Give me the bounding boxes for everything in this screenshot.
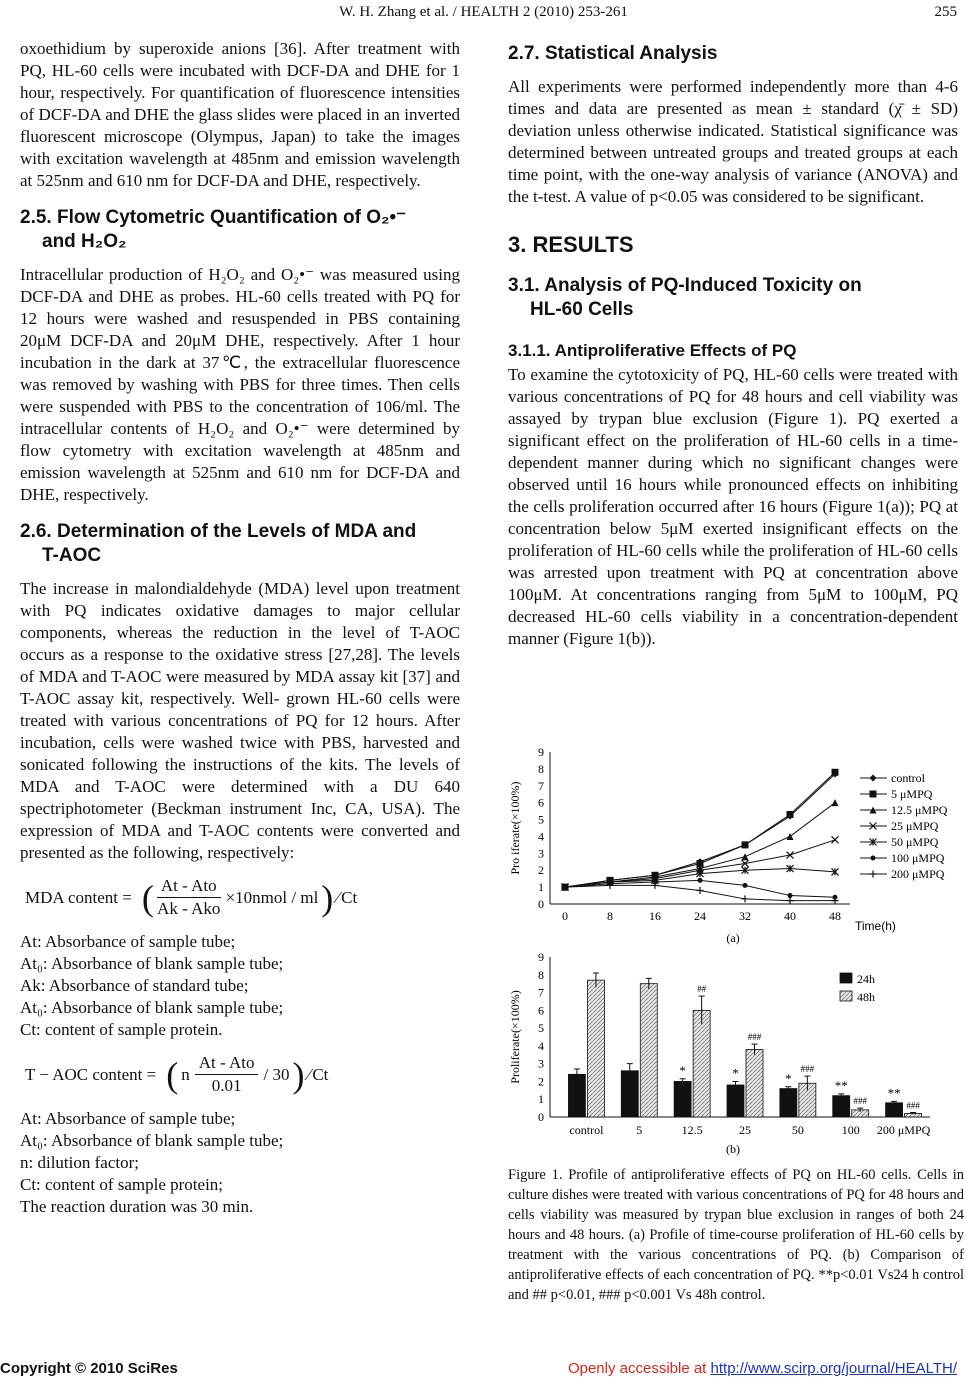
y-tick-label: 2 [538,863,544,878]
significance-mark: ** [887,1085,901,1101]
paragraph: The increase in malondialdehyde (MDA) level upon treatment with PQ indicates oxidative damages to major cellular components, whereas the reduction in the level of T-AOC occurs as a response to the oxidative stress [27,28]. The levels of MDA and T-AOC were measured by MDA assay kit [37] and T-AOC assay kit, respectively. Well- grown HL-60 cells were treated with various concentrations of PQ for 12 hours. After incubation, cells were washed twice with PBS, harvested and sonicated following the instructions of the kits. The levels of MDA and T-AOC were determined with a DU 640 spectriphotometer (Beckman instrument Inc, CA, USA). The expression of MDA and T-AOC contents were converted and presented as the following, respectively: [20,579,460,862]
point-marker [742,895,749,902]
y-tick-label: 8 [538,761,544,776]
y-tick-label: 7 [538,985,544,1000]
panel-label: (b) [726,1142,740,1156]
point-marker [870,791,877,798]
y-tick-label: 9 [538,950,544,964]
eq-denominator: Ak - Ako [157,899,221,918]
bar [587,980,604,1117]
x-tick-label: 8 [607,909,613,923]
legend-label: 100 μMPQ [891,851,945,865]
eq-lhs: T − AOC content = [25,1064,157,1084]
y-tick-label: 1 [538,880,544,895]
definition: At₀: Absorbance of blank sample tube; [20,998,284,1017]
definition: n: dilution factor; [20,1153,139,1172]
right-column [508,38,958,650]
point-marker [742,853,749,860]
x-tick-label: 12.5 [681,1123,703,1137]
definitions-taoc [20,1108,460,1218]
x-tick-label: 100 [841,1123,860,1137]
bar [693,1010,710,1117]
legend-swatch [840,973,852,983]
bar [674,1081,691,1117]
y-tick-label: 5 [538,1021,544,1036]
significance-mark: ### [800,1064,815,1075]
significance-mark: ## [697,984,707,995]
paren-close: ) [321,877,334,918]
bar [833,1096,850,1117]
section-heading-2-5 [20,206,460,254]
definition: The reaction duration was 30 min. [20,1197,254,1216]
page-number: 255 [934,4,957,20]
paragraph: oxoethidium by superoxide anions [36]. After treatment with PQ, HL-60 cells were incubated with DCF-DA and DHE for 1 hour, respectively. For quantification of fluorescence intensities of DCF-DA and DHE the glass slides were placed in an inverted fluorescent microscope (Olympus, Japan) to take the images with excitation wavelength at 485nm and emission wavelength at 525nm and 610 nm for DCF-DA and DHE, respectively. [20,39,460,190]
legend-label: 48h [857,990,875,1004]
x-tick-label: control [569,1123,604,1137]
y-tick-label: 3 [538,846,544,861]
eq-numerator: At - Ato [157,875,221,898]
line-chart-a [505,742,965,947]
y-tick-label: 2 [538,1074,544,1089]
x-axis-label: Time(h) [855,919,896,933]
point-marker [787,897,794,904]
point-marker [787,811,794,818]
section-heading-results: 3. RESULTS [508,232,634,257]
point-marker [832,799,839,806]
section-heading-3-1 [508,274,958,322]
y-tick-label: 5 [538,812,544,827]
significance-mark: ### [747,1032,762,1043]
equation-taoc [20,1051,460,1098]
subsection-heading-3-1-1: 3.1.1. Antiproliferative Effects of PQ [508,341,797,360]
x-tick-label: 5 [636,1123,643,1137]
definition: Ak: Absorbance of standard tube; [20,976,249,995]
section-heading-2-7: 2.7. Statistical Analysis [508,43,718,64]
point-marker [832,897,839,904]
significance-mark: ### [906,1100,920,1111]
legend-label: 200 μMPQ [891,867,945,881]
x-tick-label: 200 μMPQ [876,1123,931,1137]
paragraph: All experiments were performed independently more than 4-6 times and data are presented as mean ± standard (χ̄ ± SD) deviation unless otherwise indicated. Statistical significance was determined between untreated groups and treated groups at each time point, with the one-way analysis of variance (ANOVA) and the t-test. A value of p<0.05 was considered to be significant. [508,77,958,206]
x-tick-label: 16 [649,909,661,923]
eq-slash: ⁄ [307,1064,311,1084]
point-marker [870,775,877,782]
heading-line: and H₂O₂ [42,231,127,252]
heading-line: T-AOC [42,545,102,566]
y-tick-label: 9 [538,745,544,759]
eq-slash: ⁄ [336,887,340,907]
point-marker [742,841,749,848]
significance-mark: ### [853,1096,867,1107]
access-line [568,1360,957,1377]
x-tick-label: 50 [791,1123,804,1137]
x-tick-label: 40 [784,909,796,923]
bar [886,1103,903,1117]
significance-mark: ** [834,1077,848,1093]
legend-label: 50 μMPQ [891,835,939,849]
section-heading-2-6 [20,520,460,568]
paragraph: Intracellular production of H₂O₂ and O₂•⁻ was measured using DCF-DA and DHE as probes. HL-60 cells treated with PQ for 12 hours were washed and resuspended in PBS containing 20μM DCF-DA and 20μM DHE, respectively. After 1 hour incubation in the dark at 37℃, the extracellular fluorescence was removed by washing with PBS for three times. Then cells were suspended with PBS to the concentration of 106/ml. The intracellular contents of H₂O₂ and O₂•⁻ were determined by flow cytometry with excitation wavelength at 485nm and emission wavelength at 525nm and 610 nm for DCF-DA and DHE, respectively. [20,265,460,504]
bar [727,1085,744,1117]
legend-swatch [840,991,852,1001]
point-marker [698,878,703,883]
y-tick-label: 1 [538,1092,544,1107]
definition: Ct: content of sample protein; [20,1175,224,1194]
heading-line: 2.6. Determination of the Levels of MDA and [20,521,417,542]
heading-line: 2.5. Flow Cytometric Quantification of O₂•⁻ [20,207,407,228]
legend-label: control [891,771,925,785]
legend-label: 24h [857,972,875,986]
eq-factor: / 30 [263,1064,290,1084]
journal-link[interactable]: http://www.scirp.org/journal/HEALTH/ [710,1360,957,1377]
eq-divisor: Ct [341,887,358,907]
eq-numerator: At - Ato [195,1052,259,1075]
paren-close: ) [292,1054,305,1095]
bar [746,1049,763,1117]
y-tick-label: 6 [538,795,544,810]
figure-1 [505,742,965,1159]
legend-label: 5 μMPQ [891,787,933,801]
equation-mda [20,874,460,921]
definition: At₀: Absorbance of blank sample tube; [20,954,284,973]
eq-factor: ×10nmol / ml [225,887,319,907]
eq-lhs: MDA content = [25,887,132,907]
x-tick-label: 48 [829,909,841,923]
significance-mark: * [679,1062,686,1078]
point-marker [743,883,748,888]
left-column [20,38,460,1218]
y-tick-label: 3 [538,1056,544,1071]
point-marker [870,871,877,878]
x-tick-label: 25 [739,1123,751,1137]
point-marker [832,769,839,776]
legend-label: 25 μMPQ [891,819,939,833]
y-axis-label: Pro iferate(×100%) [508,781,522,875]
heading-line: 3.1. Analysis of PQ-Induced Toxicity on [508,275,862,296]
definition: At₀: Absorbance of blank sample tube; [20,1131,284,1150]
bar [640,984,657,1117]
definition: At: Absorbance of sample tube; [20,1109,236,1128]
y-tick-label: 6 [538,1003,544,1018]
y-tick-label: 7 [538,778,544,793]
significance-mark: * [732,1065,739,1081]
significance-mark: * [785,1070,792,1086]
legend-label: 12.5 μMPQ [891,803,948,817]
definition: At: Absorbance of sample tube; [20,932,236,951]
eq-divisor: Ct [312,1064,329,1084]
x-tick-label: 24 [694,909,706,923]
point-marker [697,887,704,894]
paragraph: To examine the cytotoxicity of PQ, HL-60 cells were treated with various concentrations of PQ for 48 hours and cell viability was assayed by trypan blue exclusion (Figure 1). PQ exerted a significant effect on the proliferation of HL-60 cells in a time-dependent manner during which no significant changes were observed until 16 hours while pronounced effects on inhibiting the cells proliferation occurred after 16 hours (Figure 1(a)); PQ at concentration below 5μM exerted insignificant effects on the proliferation of HL-60 cells while the proliferation of HL-60 cells was arrested upon treatment with PQ at concentration above 100μM. At concentrations ranging from 5μM to 100μM, PQ decreased HL-60 cells viability in a concentration-dependent manner (Figure 1(b)). [508,365,958,648]
eq-denominator: 0.01 [211,1076,242,1095]
bar [568,1074,585,1117]
paren-open: ( [141,877,154,918]
y-tick-label: 4 [538,829,544,844]
heading-line: HL-60 Cells [530,299,634,320]
copyright: Copyright © 2010 SciRes [0,1360,178,1377]
y-tick-label: 4 [538,1038,544,1053]
definition: Ct: content of sample protein. [20,1020,223,1039]
eq-n: n [181,1064,190,1084]
point-marker [871,856,876,861]
y-tick-label: 0 [538,897,544,911]
x-tick-label: 0 [562,909,568,923]
point-marker [832,836,839,843]
y-tick-label: 8 [538,967,544,982]
bar [780,1089,797,1117]
paren-open: ( [166,1054,179,1095]
definitions-mda [20,931,460,1041]
y-tick-label: 0 [538,1110,544,1124]
figure-caption: Figure 1. Profile of antiproliferative effects of PQ on HL-60 cells. Cells in culture dishes were treated with various concentrations of PQ for 48 hours and cells viability was measured by trypan blue exclusion in ranges of both 24 hours and 48 hours. (a) Profile of time-course proliferation of HL-60 cells by treatment with the various concentrations of PQ. (b) Comparison of antiproliferative effects of each concentration of PQ. **p<0.01 Vs24 h control and ## p<0.01, ### p<0.001 Vs 48h control. [508,1167,964,1303]
access-text: Openly accessible at [567,1360,707,1377]
panel-label: (a) [726,931,740,945]
x-tick-label: 32 [739,909,751,923]
bar-chart-b [505,949,965,1159]
y-axis-label: Proliferate(×100%) [508,990,522,1084]
running-head: W. H. Zhang et al. / HEALTH 2 (2010) 253-261 [339,4,628,20]
